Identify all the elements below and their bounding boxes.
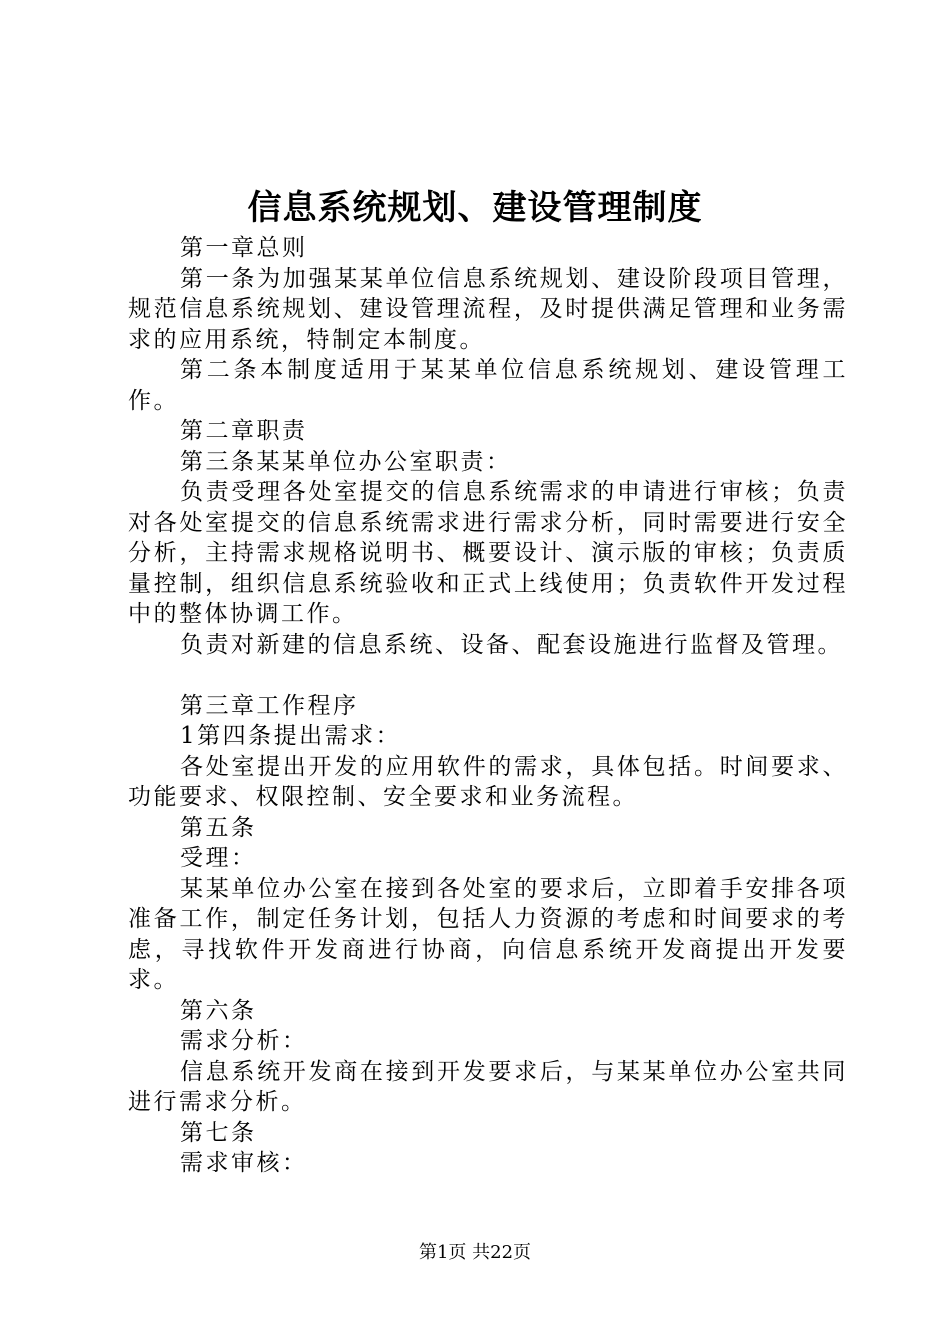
- paragraph: 负责受理各处室提交的信息系统需求的申请进行审核；负责对各处室提交的信息系统需求进行需求分析，同时需要进行安全分析，主持需求规格说明书、概要设计、演示版的审核；负责质量控制，组织信息系统验收和正式上线使用；负责软件开发过程中的整体协调工作。: [128, 479, 848, 627]
- paragraph: 需求审核：: [180, 1150, 308, 1176]
- document-body: [128, 233, 848, 1179]
- paragraph: 第六条: [180, 997, 257, 1024]
- paragraph: 第五条: [180, 814, 257, 841]
- paragraph: 第七条: [180, 1119, 257, 1146]
- paragraph: 某某单位办公室在接到各处室的要求后，立即着手安排各项准备工作，制定任务计划，包括人力资源的考虑和时间要求的考虑，寻找软件开发商进行协商，向信息系统开发商提出开发要求。: [128, 875, 848, 993]
- paragraph: 受理：: [180, 845, 257, 871]
- paragraph: 各处室提出开发的应用软件的需求，具体包括。时间要求、功能要求、权限控制、安全要求和业务流程。: [128, 753, 848, 810]
- paragraph: 第三条某某单位办公室职责：: [180, 448, 512, 475]
- paragraph: 信息系统开发商在接到开发要求后，与某某单位办公室共同进行需求分析。: [128, 1058, 848, 1115]
- page-footer: 第1页 共22页: [418, 1242, 532, 1263]
- blank-line: [128, 660, 848, 691]
- paragraph: 第二条本制度适用于某某单位信息系统规划、建设管理工作。: [128, 357, 848, 414]
- paragraph: 第二章职责: [180, 418, 308, 444]
- paragraph: 第一条为加强某某单位信息系统规划、建设阶段项目管理，规范信息系统规划、建设管理流程，及时提供满足管理和业务需求的应用系统，特制定本制度。: [128, 265, 848, 353]
- paragraph: 需求分析：: [180, 1028, 308, 1054]
- document-title: 信息系统规划、建设管理制度: [247, 188, 703, 228]
- paragraph: 第一章总则: [180, 235, 308, 261]
- paragraph: 负责对新建的信息系统、设备、配套设施进行监督及管理。: [180, 631, 843, 658]
- paragraph: 第三章工作程序: [180, 692, 359, 719]
- paragraph: 1第四条提出需求：: [180, 723, 402, 749]
